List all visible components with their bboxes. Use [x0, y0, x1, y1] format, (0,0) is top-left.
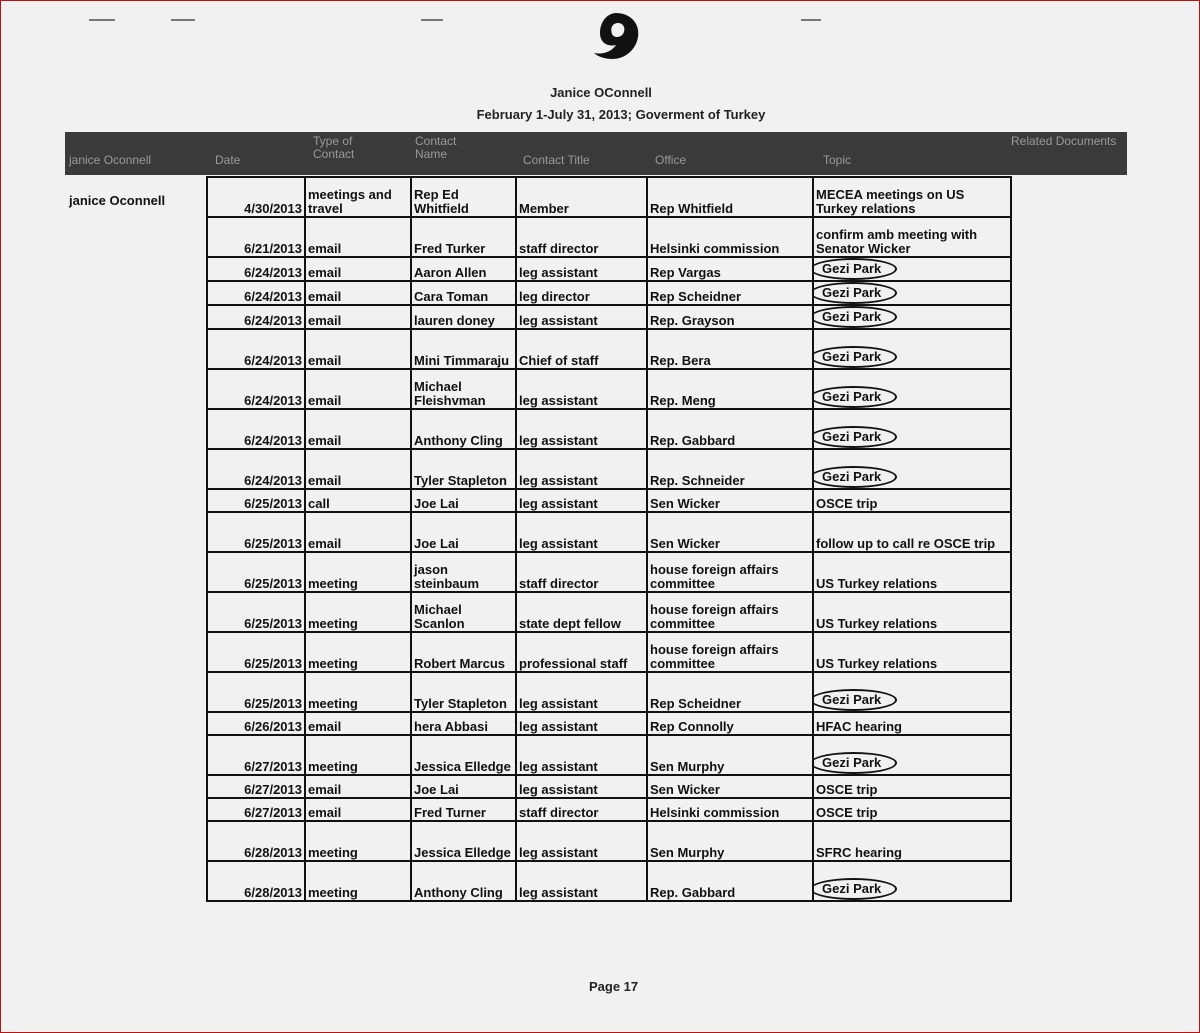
contact-name-cell: lauren doney: [411, 305, 516, 329]
date-cell: 6/26/2013: [207, 712, 305, 735]
date-cell: 6/21/2013: [207, 217, 305, 257]
office-cell: Rep Scheidner: [647, 672, 813, 712]
contact-name-cell: jason steinbaum: [411, 552, 516, 592]
office-cell: Rep Scheidner: [647, 281, 813, 305]
date-cell: 6/24/2013: [207, 305, 305, 329]
office-cell: Helsinki commission: [647, 798, 813, 821]
document-subtitle: February 1-July 31, 2013; Goverment of Turkey: [476, 107, 766, 122]
type-cell: email: [305, 217, 411, 257]
office-cell: Sen Wicker: [647, 512, 813, 552]
contact-title-cell: leg assistant: [516, 512, 647, 552]
office-cell: house foreign affairs committee: [647, 592, 813, 632]
topic-cell: OSCE trip: [813, 798, 1011, 821]
office-cell: Sen Wicker: [647, 489, 813, 512]
date-cell: 6/24/2013: [207, 449, 305, 489]
topic-cell: [813, 735, 1011, 775]
office-cell: Sen Wicker: [647, 775, 813, 798]
header-date: Date: [215, 153, 241, 167]
table-header-bar: [65, 132, 1127, 175]
header-topic: Topic: [823, 153, 852, 167]
contact-name-cell: Jessica Elledge: [411, 735, 516, 775]
header-owner: janice Oconnell: [69, 153, 152, 167]
office-cell: Sen Murphy: [647, 735, 813, 775]
scan-mark: [89, 19, 115, 21]
type-cell: meeting: [305, 821, 411, 861]
type-cell: meetings and travel: [305, 177, 411, 217]
contact-title-cell: leg director: [516, 281, 647, 305]
office-cell: Rep. Meng: [647, 369, 813, 409]
page-number: Page 17: [589, 979, 639, 994]
contact-title-cell: leg assistant: [516, 775, 647, 798]
header-contact-title: Contact Title: [523, 153, 590, 167]
contact-title-cell: leg assistant: [516, 257, 647, 281]
contact-title-cell: leg assistant: [516, 735, 647, 775]
type-cell: email: [305, 712, 411, 735]
office-cell: Rep. Bera: [647, 329, 813, 369]
type-cell: email: [305, 775, 411, 798]
type-cell: email: [305, 281, 411, 305]
type-cell: email: [305, 305, 411, 329]
topic-cell: MECEA meetings on US Turkey relations: [813, 177, 1011, 217]
office-cell: Sen Murphy: [647, 821, 813, 861]
contact-name-cell: Anthony Cling: [411, 861, 516, 901]
table-row: [207, 281, 1011, 305]
office-cell: Rep Whitfield: [647, 177, 813, 217]
contact-title-cell: state dept fellow: [516, 592, 647, 632]
contact-name-cell: Tyler Stapleton: [411, 672, 516, 712]
topic-cell: US Turkey relations: [813, 592, 1011, 632]
date-cell: 6/27/2013: [207, 775, 305, 798]
contact-name-cell: Joe Lai: [411, 489, 516, 512]
table-row: [207, 735, 1011, 775]
contact-name-cell: Mini Timmaraju: [411, 329, 516, 369]
contact-title-cell: leg assistant: [516, 712, 647, 735]
date-cell: 6/28/2013: [207, 821, 305, 861]
table-row: [207, 775, 1011, 798]
header-type: Type of Contact: [313, 134, 355, 161]
contact-name-cell: hera Abbasi: [411, 712, 516, 735]
circled-topic: Gezi Park: [813, 282, 897, 304]
table-row: [207, 489, 1011, 512]
date-cell: 4/30/2013: [207, 177, 305, 217]
contact-name-cell: Robert Marcus: [411, 632, 516, 672]
office-cell: Rep. Gabbard: [647, 861, 813, 901]
contact-name-cell: Cara Toman: [411, 281, 516, 305]
circled-topic: Gezi Park: [813, 466, 897, 488]
circled-topic: Gezi Park: [813, 752, 897, 774]
type-cell: meeting: [305, 672, 411, 712]
topic-cell: US Turkey relations: [813, 632, 1011, 672]
topic-cell: OSCE trip: [813, 489, 1011, 512]
contact-name-cell: Anthony Cling: [411, 409, 516, 449]
table-row: [207, 409, 1011, 449]
date-cell: 6/27/2013: [207, 798, 305, 821]
topic-cell: [813, 861, 1011, 901]
type-cell: call: [305, 489, 411, 512]
contact-title-cell: staff director: [516, 798, 647, 821]
contact-title-cell: leg assistant: [516, 821, 647, 861]
contact-name-cell: Fred Turner: [411, 798, 516, 821]
office-cell: Rep. Gabbard: [647, 409, 813, 449]
contact-title-cell: leg assistant: [516, 305, 647, 329]
contact-name-cell: Joe Lai: [411, 512, 516, 552]
table-row: [207, 449, 1011, 489]
date-cell: 6/25/2013: [207, 512, 305, 552]
topic-cell: [813, 369, 1011, 409]
scan-mark: [801, 19, 821, 21]
table-row: [207, 329, 1011, 369]
contact-title-cell: professional staff: [516, 632, 647, 672]
date-cell: 6/28/2013: [207, 861, 305, 901]
contact-name-cell: Aaron Allen: [411, 257, 516, 281]
circled-topic: Gezi Park: [813, 346, 897, 368]
contact-title-cell: leg assistant: [516, 449, 647, 489]
table-row: [207, 861, 1011, 901]
type-cell: email: [305, 409, 411, 449]
date-cell: 6/25/2013: [207, 489, 305, 512]
office-cell: Rep. Schneider: [647, 449, 813, 489]
contact-title-cell: leg assistant: [516, 861, 647, 901]
topic-cell: [813, 409, 1011, 449]
topic-cell: [813, 305, 1011, 329]
contact-name-cell: Michael Fleishvman: [411, 369, 516, 409]
header-office: Office: [655, 153, 687, 167]
contact-log-body: [207, 177, 1011, 901]
office-cell: house foreign affairs committee: [647, 552, 813, 592]
table-row: [207, 821, 1011, 861]
contact-title-cell: leg assistant: [516, 672, 647, 712]
date-cell: 6/25/2013: [207, 672, 305, 712]
type-cell: email: [305, 369, 411, 409]
type-cell: email: [305, 512, 411, 552]
type-cell: email: [305, 449, 411, 489]
owner-label: janice Oconnell: [69, 193, 166, 208]
type-cell: meeting: [305, 861, 411, 901]
table-row: [207, 217, 1011, 257]
table-row: [207, 177, 1011, 217]
contact-name-cell: Michael Scanlon: [411, 592, 516, 632]
office-cell: Rep Vargas: [647, 257, 813, 281]
header-related-documents: Related Documents: [1011, 134, 1117, 148]
document-title: Janice OConnell: [550, 85, 652, 100]
date-cell: 6/24/2013: [207, 369, 305, 409]
date-cell: 6/24/2013: [207, 257, 305, 281]
office-cell: Rep Connolly: [647, 712, 813, 735]
date-cell: 6/25/2013: [207, 592, 305, 632]
date-cell: 6/25/2013: [207, 632, 305, 672]
contact-title-cell: leg assistant: [516, 369, 647, 409]
scan-mark: [171, 19, 195, 21]
circled-topic: Gezi Park: [813, 426, 897, 448]
date-cell: 6/24/2013: [207, 329, 305, 369]
contact-title-cell: staff director: [516, 552, 647, 592]
topic-cell: HFAC hearing: [813, 712, 1011, 735]
header-contact-name: Contact Name: [415, 134, 457, 161]
office-cell: house foreign affairs committee: [647, 632, 813, 672]
table-row: [207, 592, 1011, 632]
topic-cell: follow up to call re OSCE trip: [813, 512, 1011, 552]
contact-title-cell: leg assistant: [516, 489, 647, 512]
office-cell: Rep. Grayson: [647, 305, 813, 329]
circled-topic: Gezi Park: [813, 689, 897, 711]
table-row: [207, 369, 1011, 409]
table-row: [207, 512, 1011, 552]
contact-title-cell: Chief of staff: [516, 329, 647, 369]
table-row: [207, 798, 1011, 821]
circled-topic: Gezi Park: [813, 386, 897, 408]
topic-cell: confirm amb meeting with Senator Wicker: [813, 217, 1011, 257]
date-cell: 6/24/2013: [207, 409, 305, 449]
circled-topic: Gezi Park: [813, 306, 897, 328]
contact-name-cell: Rep Ed Whitfield: [411, 177, 516, 217]
contact-title-cell: Member: [516, 177, 647, 217]
table-row: [207, 552, 1011, 592]
contact-name-cell: Tyler Stapleton: [411, 449, 516, 489]
table-row: [207, 632, 1011, 672]
contact-title-cell: staff director: [516, 217, 647, 257]
logo-icon: [586, 7, 646, 67]
contact-name-cell: Fred Turker: [411, 217, 516, 257]
topic-cell: [813, 329, 1011, 369]
type-cell: email: [305, 329, 411, 369]
table-row: [207, 712, 1011, 735]
table-row: [207, 305, 1011, 329]
date-cell: 6/25/2013: [207, 552, 305, 592]
contact-name-cell: Joe Lai: [411, 775, 516, 798]
type-cell: meeting: [305, 592, 411, 632]
type-cell: meeting: [305, 552, 411, 592]
topic-cell: [813, 672, 1011, 712]
date-cell: 6/24/2013: [207, 281, 305, 305]
contact-log-table: [206, 176, 1012, 902]
type-cell: email: [305, 257, 411, 281]
topic-cell: [813, 281, 1011, 305]
table-row: [207, 672, 1011, 712]
circled-topic: Gezi Park: [813, 878, 897, 900]
type-cell: meeting: [305, 632, 411, 672]
topic-cell: [813, 449, 1011, 489]
topic-cell: SFRC hearing: [813, 821, 1011, 861]
contact-name-cell: Jessica Elledge: [411, 821, 516, 861]
topic-cell: OSCE trip: [813, 775, 1011, 798]
office-cell: Helsinki commission: [647, 217, 813, 257]
contact-title-cell: leg assistant: [516, 409, 647, 449]
scan-mark: [421, 19, 443, 21]
table-row: [207, 257, 1011, 281]
topic-cell: US Turkey relations: [813, 552, 1011, 592]
circled-topic: Gezi Park: [813, 258, 897, 280]
date-cell: 6/27/2013: [207, 735, 305, 775]
type-cell: meeting: [305, 735, 411, 775]
topic-cell: [813, 257, 1011, 281]
type-cell: email: [305, 798, 411, 821]
